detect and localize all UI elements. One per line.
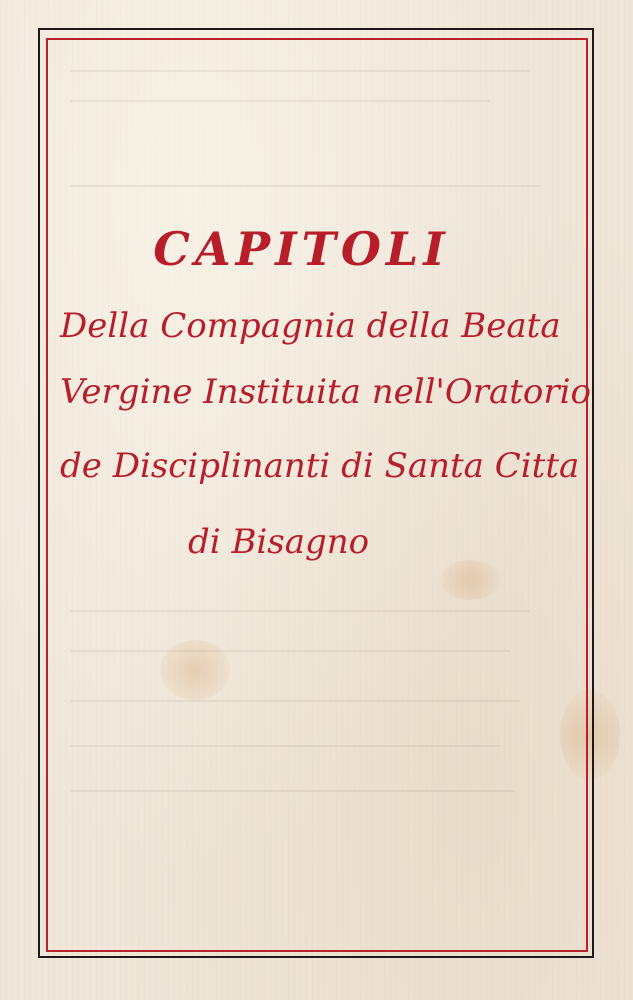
manuscript-title: CAPITOLI (153, 222, 450, 276)
manuscript-line-2: Vergine Instituita nell'Oratorio (60, 372, 592, 412)
inner-red-border (46, 38, 588, 952)
manuscript-line-4: di Bisagno (188, 522, 370, 562)
manuscript-line-3: de Disciplinanti di Santa Citta (60, 446, 580, 486)
manuscript-line-1: Della Compagnia della Beata (60, 306, 561, 346)
